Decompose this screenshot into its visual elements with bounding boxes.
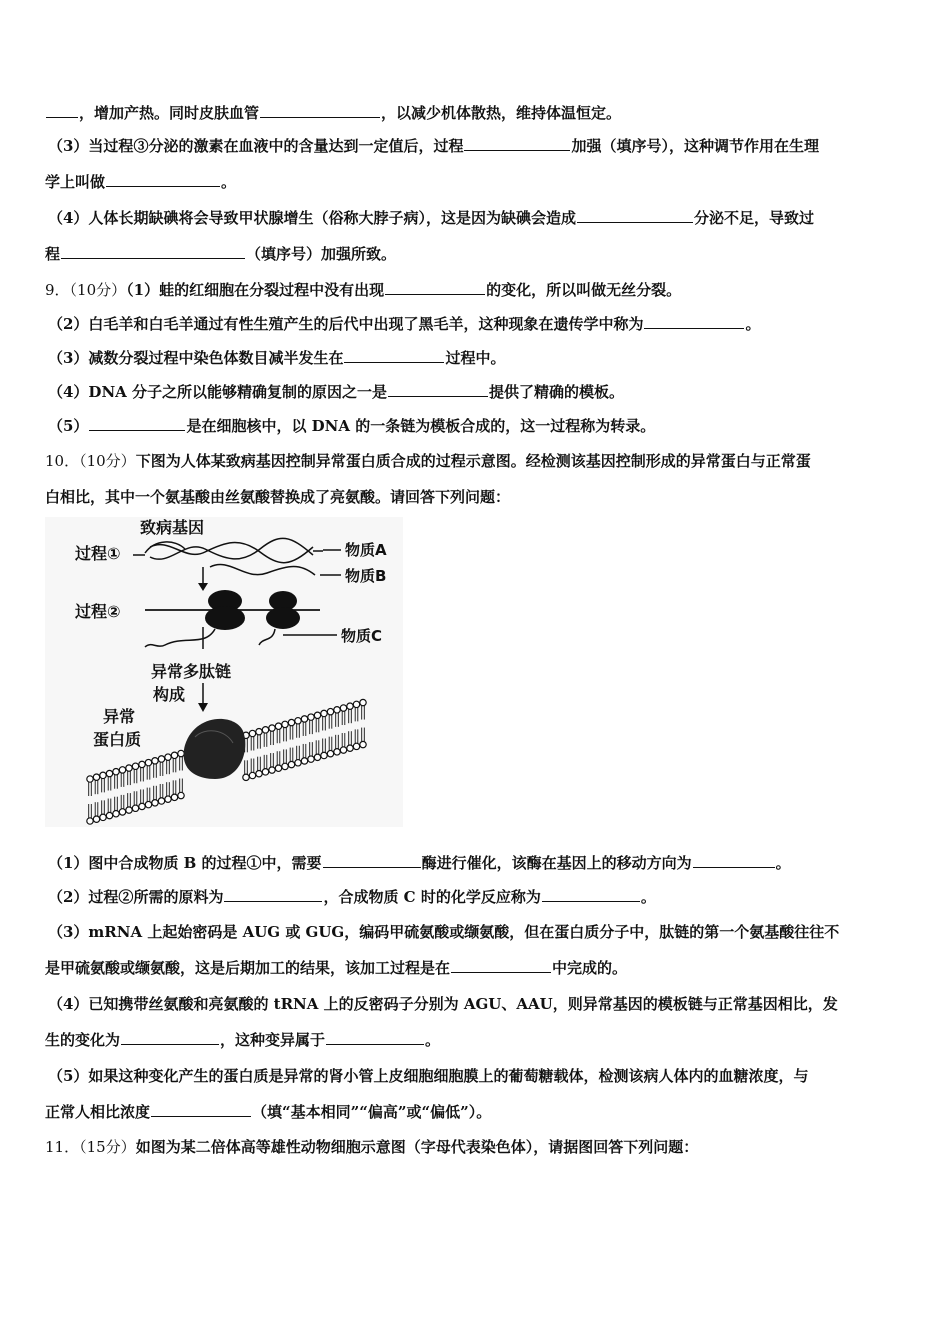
answer-blank[interactable] [693,853,775,868]
q10-sub2 [48,887,656,907]
answer-blank[interactable] [464,136,570,151]
phospholipid-head [288,719,294,725]
phospholipid-head [171,752,177,758]
q10-sub2-text-b: ，合成物质 C 时的化学反应称为 [323,888,541,906]
phospholipid-head [301,758,307,764]
phospholipid-head [340,747,346,753]
q10-sub5-line1 [48,1066,808,1086]
q8-line4 [48,208,814,228]
q9-line5-text-b: 是在细胞核中，以 DNA 的一条链为模板合成的，这一过程称为转录。 [186,417,656,435]
q9-line3-text-b: 过程中。 [445,349,506,367]
phospholipid-head [178,750,184,756]
phospholipid-head [269,767,275,773]
answer-blank[interactable] [89,416,185,431]
phospholipid-head [132,763,138,769]
phospholipid-head [262,727,268,733]
q9-line4 [48,382,624,402]
phospholipid-head [178,792,184,798]
q10-sub1-text-c: 。 [775,854,791,872]
phospholipid-head [353,743,359,749]
phospholipid-head [113,769,119,775]
q10-intro1: 下图为人体某致病基因控制异常蛋白质合成的过程示意图。经检测该基因控制形成的异常蛋白与正常蛋 [135,452,811,470]
label-abnormal: 异常 [103,707,136,726]
label-process1: 过程① [75,544,121,563]
phospholipid-head [119,767,125,773]
q10-sub4-text-c: 。 [425,1031,441,1049]
answer-blank[interactable] [151,1102,251,1117]
answer-blank[interactable] [121,1030,219,1045]
phospholipid-head [139,803,145,809]
q10-sub1-text-b: 酶进行催化，该酶在基因上的移动方向为 [421,854,692,872]
q9-line2-text-a: （2）白毛羊和白毛羊通过有性生殖产生的后代中出现了黑毛羊，这种现象在遗传学中称为 [48,315,644,333]
answer-blank[interactable] [224,887,322,902]
phospholipid-head [262,769,268,775]
answer-blank[interactable] [451,958,551,973]
phospholipid-head [126,807,132,813]
q8-line3-text-a: 学上叫做 [45,173,106,191]
q8-line1 [45,103,621,123]
phospholipid-head [275,765,281,771]
q10-sub3-line2 [45,958,627,978]
q10-sub4-line2 [45,1030,440,1050]
phospholipid-head [327,708,333,714]
q10-sub4-text-1: （4）已知携带丝氨酸和亮氨酸的 tRNA 上的反密码子分别为 AGU、AAU，则异常基因的模板链与正常基因相比，发 [48,995,838,1013]
answer-blank[interactable] [385,280,485,295]
phospholipid-head [347,703,353,709]
q10-sub4-line1 [48,994,838,1014]
q10-sub2-text-c: 。 [640,888,656,906]
phospholipid-head [360,699,366,705]
gene-expression-diagram [45,517,403,827]
phospholipid-head [321,710,327,716]
q9-line5 [48,416,655,436]
q10-sub1-text-a: （1）图中合成物质 B 的过程①中，需要 [48,854,322,872]
q9-line4-text-a: （4）DNA 分子之所以能够精确复制的原因之一是 [48,383,388,401]
q9-line4-text-b: 提供了精确的模板。 [489,383,625,401]
q9-line3-text-a: （3）减数分裂过程中染色体数目减半发生在 [48,349,344,367]
q8-line4-text-b: 分泌不足，导致过 [693,209,814,227]
phospholipid-head [106,770,112,776]
q8-line4-text-a: （4）人体长期缺碘将会导致甲状腺增生（俗称大脖子病），这是因为缺碘会造成 [48,209,576,227]
q10-sub3-text-1: （3）mRNA 上起始密码是 AUG 或 GUG，编码甲硫氨酸或缬氨酸，但在蛋白质分子中，肽链的第一个氨基酸往往不 [48,923,840,941]
q10-sub5-text-b: （填“基本相同”“偏高”或“偏低”）。 [252,1103,492,1121]
q10-intro-line1 [45,451,811,471]
label-process2: 过程② [75,602,121,621]
phospholipid-head [282,721,288,727]
label-protein: 蛋白质 [93,730,142,749]
phospholipid-head [87,818,93,824]
ribosome-1 [205,590,245,630]
answer-blank[interactable] [542,887,640,902]
q10-intro2: 白相比，其中一个氨基酸由丝氨酸替换成了亮氨酸。请回答下列问题： [45,488,511,506]
phospholipid-head [314,754,320,760]
phospholipid-head [347,745,353,751]
q10-sub5-line2 [45,1102,491,1122]
answer-blank[interactable] [106,172,220,187]
q11-text: 如图为某二倍体高等雄性动物细胞示意图（字母代表染色体），请据图回答下列问题： [135,1138,699,1156]
phospholipid-head [249,772,255,778]
phospholipid-head [321,752,327,758]
phospholipid-head [158,798,164,804]
phospholipid-head [93,774,99,780]
q10-sub5-text-1: （5）如果这种变化产生的蛋白质是异常的肾小管上皮细胞细胞膜上的葡萄糖载体，检测该病人体内的血糖浓度，与 [48,1067,809,1085]
q8-line3-text-b: 。 [221,173,237,191]
label-substance-c: 物质C [341,627,383,645]
phospholipid-head [256,770,262,776]
phospholipid-head [340,705,346,711]
answer-blank[interactable] [644,314,744,329]
q10-sub4-text-b: ，这种变异属于 [220,1031,326,1049]
phospholipid-head [288,761,294,767]
answer-blank[interactable] [388,382,488,397]
q10-sub3-line1 [48,922,839,942]
phospholipid-head [145,759,151,765]
phospholipid-head [301,716,307,722]
phospholipid-head [152,758,158,764]
q9-line5-text-a: （5） [48,417,89,435]
label-substance-b: 物质B [345,567,387,585]
q8-line1-text-a: ，增加产热。同时皮肤血管 [79,104,260,122]
phospholipid-head [145,801,151,807]
phospholipid-head [275,723,281,729]
q10-sub3-text-a: 是甲硫氨酸或缬氨酸，这是后期加工的结果，该加工过程是在 [45,959,451,977]
label-substance-a: 物质A [345,541,387,559]
q9-line2 [48,314,760,334]
q10-number: 10．（10分） [45,452,136,470]
phospholipid-head [132,805,138,811]
phospholipid-head [314,712,320,718]
phospholipid-head [139,761,145,767]
phospholipid-head [334,749,340,755]
phospholipid-head [308,756,314,762]
phospholipid-head [256,728,262,734]
phospholipid-head [171,794,177,800]
phospholipid-head [152,800,158,806]
q8-line3 [45,172,236,192]
q10-intro-line2 [45,487,510,507]
q10-sub1 [48,853,791,873]
phospholipid-head [360,741,366,747]
answer-blank[interactable] [326,1030,424,1045]
q9-line1-text-b: 的变化，所以叫做无丝分裂。 [486,281,682,299]
phospholipid-head [334,707,340,713]
q10-sub2-text-a: （2）过程②所需的原料为 [48,888,224,906]
answer-blank[interactable] [344,348,444,363]
phospholipid-head [93,816,99,822]
q8-line2-text-b: 加强（填序号），这种调节作用在生理 [571,137,819,155]
answer-blank[interactable] [323,853,421,868]
q9-line1 [45,280,681,300]
phospholipid-head [243,774,249,780]
q9-line2-text-b: 。 [745,315,761,333]
phospholipid-head [113,811,119,817]
phospholipid-head [119,809,125,815]
q10-sub3-text-b: 中完成的。 [552,959,628,977]
phospholipid-head [87,776,93,782]
phospholipid-head [249,730,255,736]
phospholipid-head [100,772,106,778]
phospholipid-head [295,760,301,766]
phospholipid-head [100,814,106,820]
label-polypeptide: 异常多肽链 [151,662,232,681]
label-constitute: 构成 [153,685,186,704]
phospholipid-head [295,718,301,724]
q8-line5-text-b: （填序号）加强所致。 [246,245,397,263]
q8-line2-text-a: （3）当过程③分泌的激素在血液中的含量达到一定值后，过程 [48,137,464,155]
q9-line1-text-a: （1）蛙的红细胞在分裂过程中没有出现 [126,281,385,299]
phospholipid-head [165,796,171,802]
q11-line1 [45,1137,698,1157]
q9-number: 9．（10分） [45,281,127,299]
label-gene: 致病基因 [140,518,205,537]
answer-blank[interactable] [260,103,380,118]
answer-blank[interactable] [46,103,78,118]
phospholipid-head [308,714,314,720]
q10-sub4-text-a: 生的变化为 [45,1031,121,1049]
q8-line5-text-a: 程 [45,245,61,263]
q10-sub5-text-a: 正常人相比浓度 [45,1103,151,1121]
answer-blank[interactable] [577,208,693,223]
answer-blank[interactable] [61,244,245,259]
q8-line2 [48,136,819,156]
phospholipid-head [269,725,275,731]
phospholipid-head [353,701,359,707]
phospholipid-head [282,763,288,769]
q11-number: 11．（15分） [45,1138,136,1156]
q9-line3 [48,348,505,368]
q8-line1-text-b: ，以减少机体散热，维持体温恒定。 [381,104,622,122]
phospholipid-head [327,750,333,756]
phospholipid-head [165,754,171,760]
phospholipid-head [158,756,164,762]
q8-line5 [45,244,396,264]
phospholipid-head [126,765,132,771]
phospholipid-head [106,812,112,818]
